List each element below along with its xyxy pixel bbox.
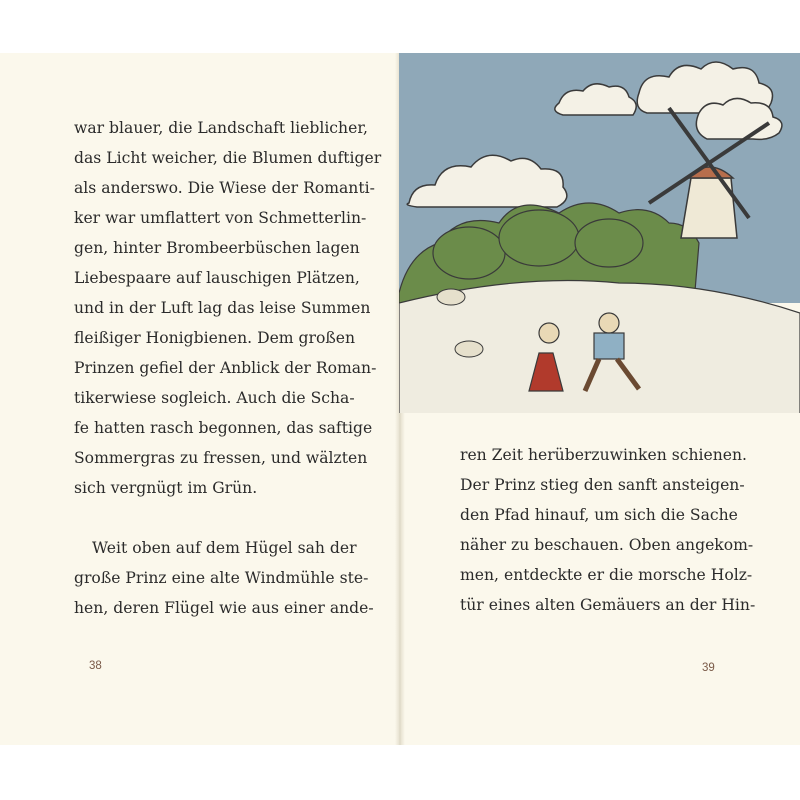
text-line: Prinzen gefiel der Anblick der Roman-: [74, 359, 377, 377]
page-number-left: 38: [89, 660, 102, 672]
text-line: fleißiger Honigbienen. Dem großen: [74, 329, 356, 347]
text-line: Weit oben auf dem Hügel sah der: [92, 539, 357, 557]
text-line: war blauer, die Landschaft lieblicher,: [74, 119, 369, 137]
text-line: ren Zeit herüberzuwinken schienen.: [460, 446, 747, 464]
text-line: den Pfad hinauf, um sich die Sache: [460, 506, 738, 524]
text-line: tür eines alten Gemäuers an der Hin-: [460, 596, 756, 614]
sheep: [437, 289, 465, 305]
text-line: und in der Luft lag das leise Summen: [74, 299, 371, 317]
text-line: Sommergras zu fressen, und wälzten: [74, 449, 368, 467]
text-line: als anderswo. Die Wiese der Romanti-: [74, 179, 375, 197]
text-line: men, entdeckte er die morsche Holz-: [460, 566, 753, 584]
text-line: große Prinz eine alte Windmühle ste-: [74, 569, 369, 587]
windmill-illustration: [399, 53, 800, 413]
text-line: Der Prinz stieg den sanft ansteigen-: [460, 476, 745, 494]
text-line: Liebespaare auf lauschigen Plätzen,: [74, 269, 360, 287]
text-line: gen, hinter Brombeerbüschen lagen: [74, 239, 360, 257]
windmill-scene: [399, 53, 800, 413]
page-number-right: 39: [702, 662, 715, 674]
text-line: ker war umflattert von Schmetterlin-: [74, 209, 367, 227]
text-line: fe hatten rasch begonnen, das saftige: [74, 419, 373, 437]
text-line: das Licht weicher, die Blumen duftiger: [74, 149, 382, 167]
text-line: hen, deren Flügel wie aus einer ande-: [74, 599, 374, 617]
sheep: [455, 341, 483, 357]
text-line: näher zu beschauen. Oben angekom-: [460, 536, 754, 554]
text-line: sich vergnügt im Grün.: [74, 479, 258, 497]
text-line: tikerwiese sogleich. Auch die Scha-: [74, 389, 355, 407]
